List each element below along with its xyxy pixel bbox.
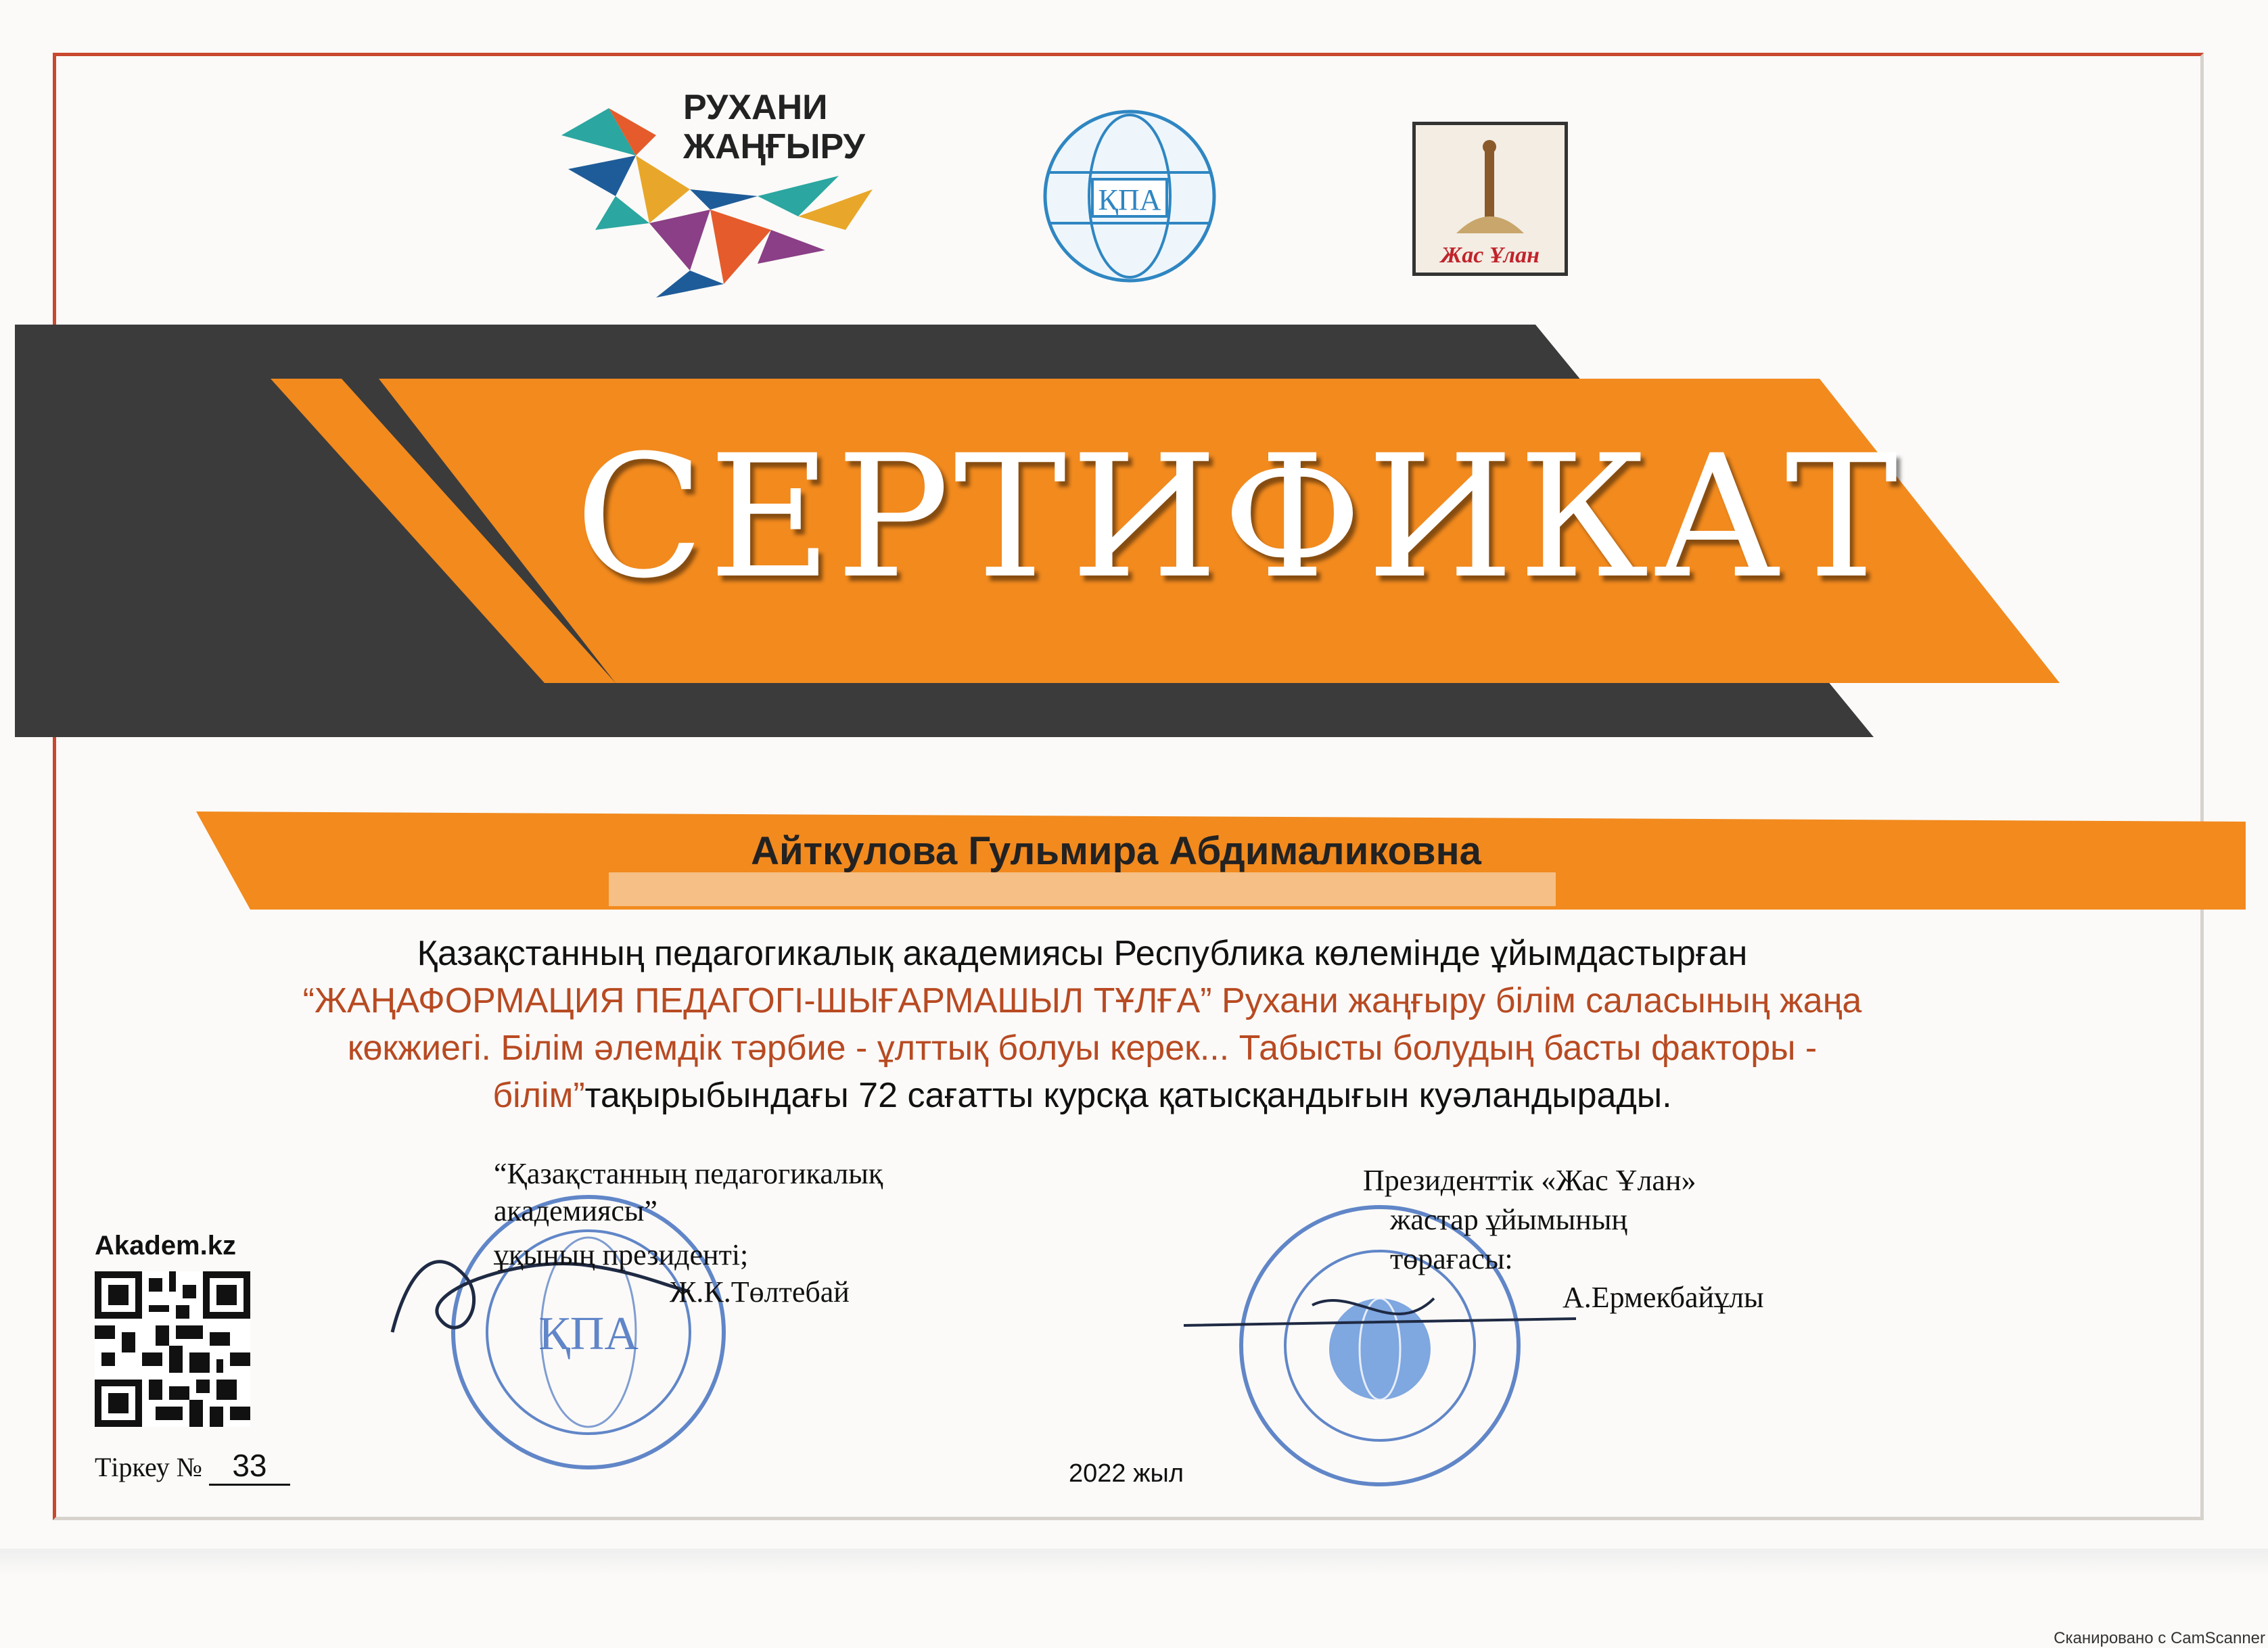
body-line-3: көкжиегі. Білім әлемдік тәрбие - ұлттық болуы керек... Табысты болудың басты факторы - [347,1029,1818,1068]
left-signatory-line-3: ұқының президенті; [494,1238,749,1271]
body-line-4 [298,1075,1867,1116]
zhas-ulan-logo [1412,122,1568,276]
right-signatory-name: А.Ермекбайұлы [1563,1281,1764,1314]
right-signatory-line-3: төрағасы: [1390,1242,1513,1275]
certificate-title: СЕРТИФИКАТ [575,419,1902,615]
kpa-globe-logo-icon [1038,108,1221,284]
right-signatory-line-2: жастар ұйымының [1390,1203,1627,1236]
body-line-2: “ЖАҢАФОРМАЦИЯ ПЕДАГОГІ-ШЫҒАРМАШЫЛ ТҰЛҒА” Рухани жаңғыру білім саласының жаңа [302,981,1862,1020]
right-signature-icon [1177,1271,1583,1352]
left-signatory-line-2: академиясы” [494,1194,657,1227]
left-signatory-line-1: “Қазақстанның педагогикалық [494,1157,883,1190]
registration-number: 33 [209,1447,290,1486]
certificate-year: 2022 жыл [1069,1459,1184,1488]
qr-code-icon [95,1271,250,1427]
body-line-4-rest: тақырыбындағы 72 сағатты курсқа қатысқандығын куәландырады. [584,1076,1672,1115]
rukhani-logo-text: РУХАНИ ЖАҢҒЫРУ [683,88,865,166]
recipient-name: Айткулова Гульмира Абдималиковна [751,829,1481,873]
name-band-fade [609,872,1556,906]
svg-text:ҚПА: ҚПА [538,1308,639,1360]
body-line-4-highlight: білім” [492,1076,585,1115]
monument-icon [1436,139,1544,240]
registration-label: Тіркеу № [95,1452,202,1482]
registration [95,1447,290,1486]
left-signatory-name: Ж.К.Төлтебай [670,1275,850,1309]
scanner-watermark: Сканировано с CamScanner [2054,1629,2265,1647]
body-line-1: Қазақстанның педагогикалық академиясы Республика көлемінде ұйымдастырған [417,934,1748,973]
qr-label: Akadem.kz [95,1231,236,1261]
kpa-logo-label: ҚПА [1098,183,1161,216]
right-signatory-line-1: Президенттік «Жас Ұлан» [1363,1164,1696,1197]
zhas-ulan-label: Жас Ұлан [1441,243,1540,268]
